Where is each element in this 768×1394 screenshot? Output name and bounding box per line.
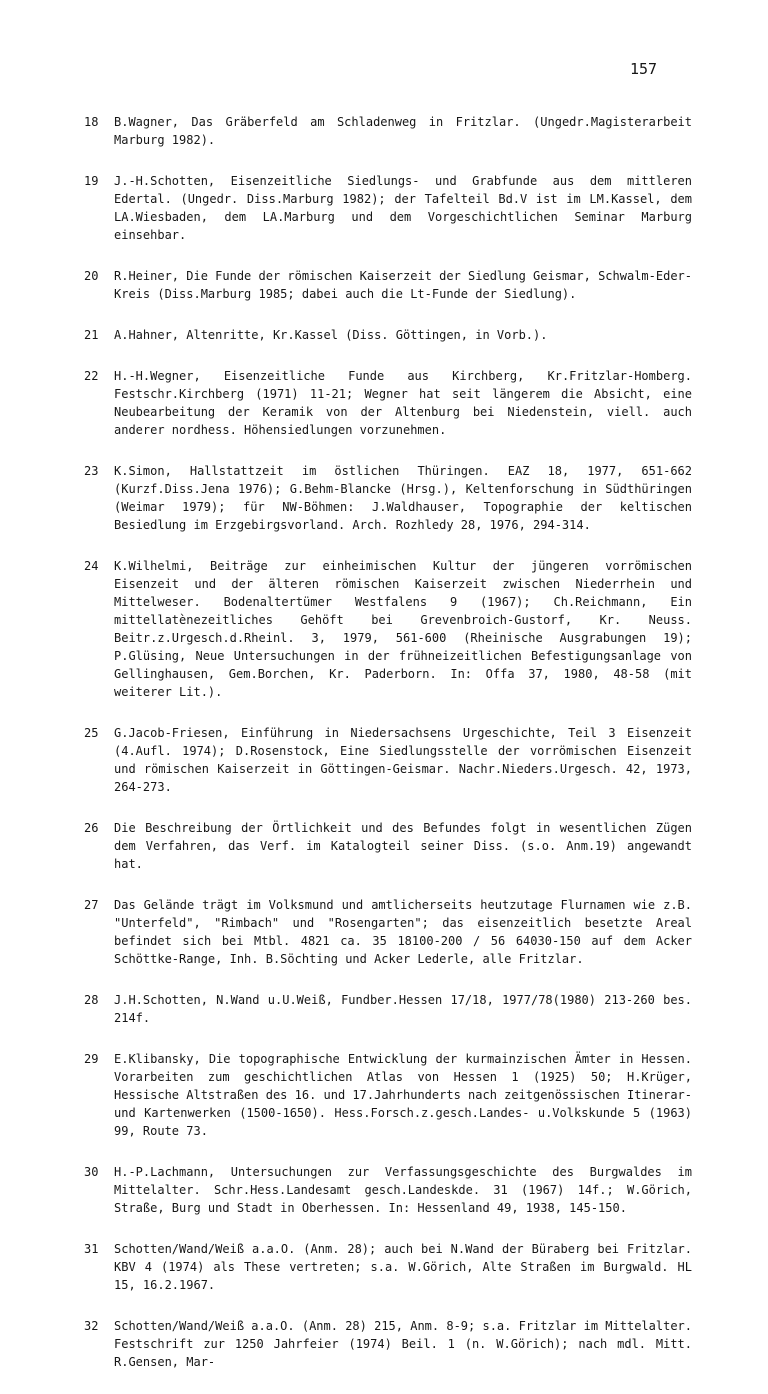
footnote-number: 20 bbox=[84, 269, 99, 283]
footnote-number: 19 bbox=[84, 174, 99, 188]
page-number: 157 bbox=[630, 60, 658, 78]
footnote-text: R.Heiner, Die Funde der römischen Kaiserzeit der Siedlung Geismar, Schwalm-Eder-Kreis (Diss.Marburg 1985; dabei auch die Lt-Funde der Siedlung). bbox=[114, 269, 692, 301]
footnote bbox=[84, 367, 692, 439]
footnote-list bbox=[84, 113, 692, 1394]
footnote-text: A.Hahner, Altenritte, Kr.Kassel (Diss. Göttingen, in Vorb.). bbox=[114, 328, 548, 342]
footnote bbox=[84, 1163, 692, 1217]
footnote bbox=[84, 991, 692, 1027]
footnote bbox=[84, 896, 692, 968]
footnote-text: Die Beschreibung der Örtlichkeit und des Befundes folgt in wesentlichen Zügen dem Verfahren, das Verf. im Katalogteil seiner Diss. (s.o. Anm.19) angewandt hat. bbox=[114, 821, 692, 871]
footnote-number: 31 bbox=[84, 1242, 99, 1256]
footnote-text: Schotten/Wand/Weiß a.a.O. (Anm. 28); auch bei N.Wand der Büraberg bei Fritzlar. KBV 4 (1974) als These vertreten; s.a. W.Görich, Alte Straßen im Burgwald. HL 15, 16.2.1967. bbox=[114, 1242, 692, 1292]
footnote bbox=[84, 557, 692, 701]
footnote-number: 30 bbox=[84, 1165, 99, 1179]
footnote-number: 24 bbox=[84, 559, 99, 573]
footnote-text: K.Wilhelmi, Beiträge zur einheimischen Kultur der jüngeren vorrömischen Eisenzeit und der älteren römischen Kaiserzeit zwischen Niederrhein und Mittelweser. Bodenaltertümer Westfalens 9 (1967); Ch.Reichmann, Ein mittellatènezeitliches Gehöft bei Grevenbroich-Gustorf, Kr. Neuss. Beitr.z.Urgesch.d.Rheinl. 3, 1979, 561-600 (Rheinische Ausgrabungen 19); P.Glüsing, Neue Untersuchungen in der frühneizeitlichen Befestigungsanlage von Gellinghausen, Gem.Borchen, Kr. Paderborn. In: Offa 37, 1980, 48-58 (mit weiterer Lit.). bbox=[114, 559, 692, 699]
footnote bbox=[84, 172, 692, 244]
footnote bbox=[84, 1317, 692, 1371]
footnote bbox=[84, 326, 692, 344]
footnote-number: 28 bbox=[84, 993, 99, 1007]
footnote-text: G.Jacob-Friesen, Einführung in Niedersachsens Urgeschichte, Teil 3 Eisenzeit (4.Aufl. 1974); D.Rosenstock, Eine Siedlungsstelle der vorrömischen Eisenzeit und römischen Kaiserzeit in Göttingen-Geismar. Nachr.Nieders.Urgesch. 42, 1973, 264-273. bbox=[114, 726, 692, 794]
footnote-number: 23 bbox=[84, 464, 99, 478]
footnote bbox=[84, 113, 692, 149]
footnote-number: 21 bbox=[84, 328, 99, 342]
footnote bbox=[84, 819, 692, 873]
footnote-text: Das Gelände trägt im Volksmund und amtlicherseits heutzutage Flurnamen wie z.B. "Unterfeld", "Rimbach" und "Rosengarten"; das eisenzeitlich besetzte Areal befindet sich bei Mtbl. 4821 ca. 35 18100-200 / 56 64030-150 auf dem Acker Schöttke-Range, Inh. B.Söchting und Acker Lederle, alle Fritzlar. bbox=[114, 898, 692, 966]
footnote-number: 22 bbox=[84, 369, 99, 383]
footnote-text: Schotten/Wand/Weiß a.a.O. (Anm. 28) 215, Anm. 8-9; s.a. Fritzlar im Mittelalter. Festschrift zur 1250 Jahrfeier (1974) Beil. 1 (n. W.Görich); nach mdl. Mitt. R.Gensen, Mar- bbox=[114, 1319, 692, 1369]
footnote bbox=[84, 724, 692, 796]
footnote-text: H.-H.Wegner, Eisenzeitliche Funde aus Kirchberg, Kr.Fritzlar-Homberg. Festschr.Kirchberg (1971) 11-21; Wegner hat seit längerem die Absicht, eine Neubearbeitung der Keramik von der Altenburg bei Niedenstein, viell. auch anderer nordhess. Höhensiedlungen vorzunehmen. bbox=[114, 369, 692, 437]
footnote bbox=[84, 1050, 692, 1140]
footnote-text: K.Simon, Hallstattzeit im östlichen Thüringen. EAZ 18, 1977, 651-662 (Kurzf.Diss.Jena 1976); G.Behm-Blancke (Hrsg.), Keltenforschung in Südthüringen (Weimar 1979); für NW-Böhmen: J.Waldhauser, Topographie der keltischen Besiedlung im Erzgebirgsvorland. Arch. Rozhledy 28, 1976, 294-314. bbox=[114, 464, 692, 532]
footnote-text: J.H.Schotten, N.Wand u.U.Weiß, Fundber.Hessen 17/18, 1977/78(1980) 213-260 bes. 214f. bbox=[114, 993, 692, 1025]
footnote-number: 18 bbox=[84, 115, 99, 129]
footnote-text: H.-P.Lachmann, Untersuchungen zur Verfassungsgeschichte des Burgwaldes im Mittelalter. Schr.Hess.Landesamt gesch.Landeskde. 31 (1967) 14f.; W.Görich, Straße, Burg und Stadt in Oberhessen. In: Hessenland 49, 1938, 145-150. bbox=[114, 1165, 692, 1215]
footnote-text: J.-H.Schotten, Eisenzeitliche Siedlungs- und Grabfunde aus dem mittleren Edertal. (Ungedr. Diss.Marburg 1982); der Tafelteil Bd.V ist im LM.Kassel, dem LA.Wiesbaden, dem LA.Marburg und dem Vorgeschichtlichen Seminar Marburg einsehbar. bbox=[114, 174, 692, 242]
footnote-text: E.Klibansky, Die topographische Entwicklung der kurmainzischen Ämter in Hessen. Vorarbeiten zum geschichtlichen Atlas von Hessen 1 (1925) 50; H.Krüger, Hessische Altstraßen des 16. und 17.Jahrhunderts nach zeitgenössischen Itinerar- und Kartenwerken (1500-1650). Hess.Forsch.z.gesch.Landes- u.Volkskunde 5 (1963) 99, Route 73. bbox=[114, 1052, 692, 1138]
footnote-text: B.Wagner, Das Gräberfeld am Schladenweg in Fritzlar. (Ungedr.Magisterarbeit Marburg 1982). bbox=[114, 115, 692, 147]
footnote bbox=[84, 462, 692, 534]
footnote-number: 32 bbox=[84, 1319, 99, 1333]
footnote-number: 26 bbox=[84, 821, 99, 835]
footnote bbox=[84, 267, 692, 303]
footnote bbox=[84, 1240, 692, 1294]
footnote-number: 29 bbox=[84, 1052, 99, 1066]
footnote-number: 27 bbox=[84, 898, 99, 912]
footnote-number: 25 bbox=[84, 726, 99, 740]
